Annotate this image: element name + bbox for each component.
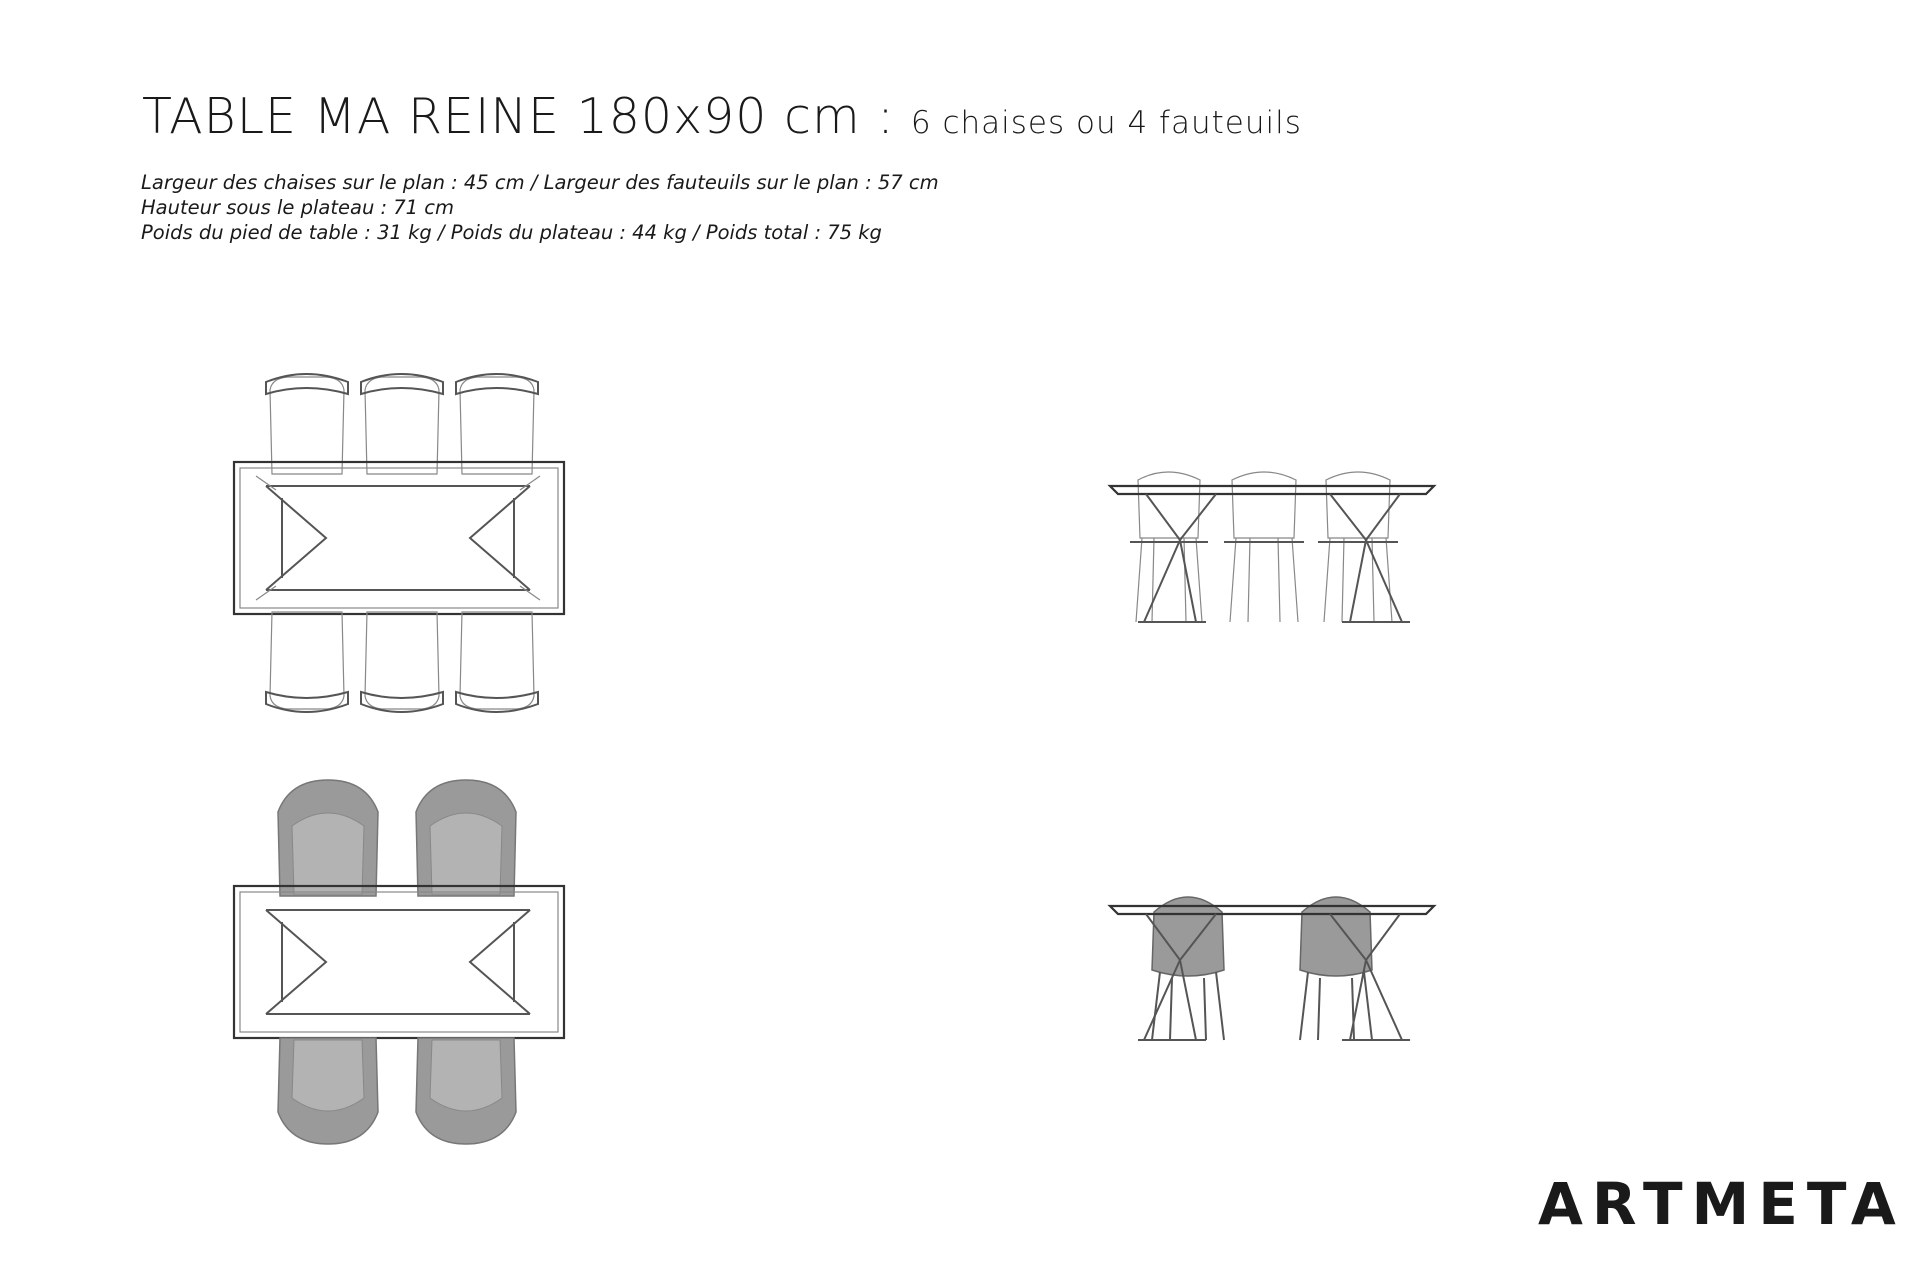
spec-line-widths: Largeur des chaises sur le plan : 45 cm / Largeur des fauteuils sur le plan : 57 cm (141, 171, 939, 194)
chair-top-3 (456, 374, 538, 474)
chair-bottom-3 (456, 612, 538, 712)
side-view-armchairs (1108, 882, 1448, 1042)
armchair-bottom-2 (416, 1038, 516, 1144)
chair-bottom-1 (266, 612, 348, 712)
chair-top-1 (266, 374, 348, 474)
chair-bottom-2 (361, 612, 443, 712)
side-armchair-2 (1300, 897, 1372, 1040)
armchair-top-1 (278, 780, 378, 896)
armchair-top-2 (416, 780, 516, 896)
chair-top-2 (361, 374, 443, 474)
spec-line-weights: Poids du pied de table : 31 kg / Poids du plateau : 44 kg / Poids total : 75 kg (141, 221, 882, 244)
specifications (141, 170, 939, 245)
title-main: TABLE MA REINE 180x90 cm : (142, 88, 895, 145)
plan-view-six-chairs (230, 370, 590, 720)
artmeta-logo: ARTMETA (1538, 1170, 1905, 1238)
page-title (142, 88, 1302, 145)
plan-view-four-armchairs (230, 776, 560, 1156)
table-top-plan (234, 462, 564, 614)
armchair-bottom-1 (278, 1038, 378, 1144)
spec-line-height: Hauteur sous le plateau : 71 cm (141, 196, 454, 219)
title-subtitle: 6 chaises ou 4 fauteuils (910, 105, 1302, 141)
side-table (1110, 486, 1434, 622)
side-view-chairs (1108, 462, 1448, 632)
table-top-plan-2 (234, 886, 564, 1038)
